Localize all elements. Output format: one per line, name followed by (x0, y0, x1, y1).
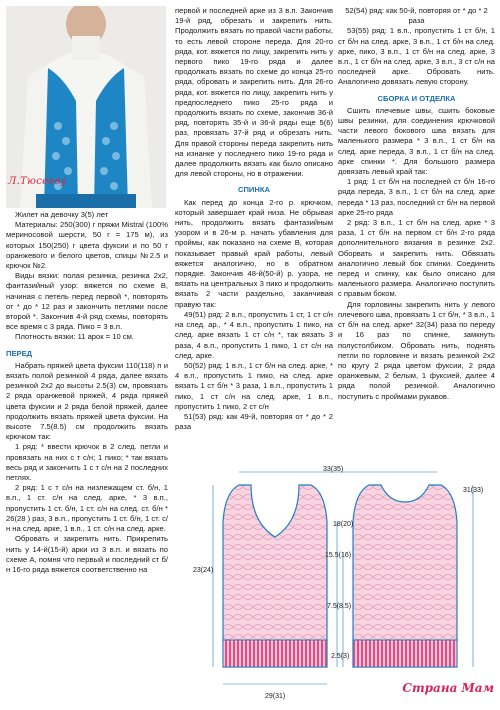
assembly-intro: Сшить плечевые швы, сшить боковые швы резинки, для соединения крючковой части левого бокового шва вязать для маленького размера * 3 в.п., 1 ст б/н на след. арке переда, 3 в.п., 1 ст б/н на след. арке спинки *. Для большого размера довязать левый край так: (338, 105, 495, 177)
front-ribbing (223, 640, 327, 667)
front-continue: Обровать и закрепить нить. Прикрепить нить у 14-й(15-й) арки из 3 в.п. и вязать по схеме А, помня что первый и последний ст б/н 16-го ряда вяжется соответственно на (6, 534, 168, 574)
dim-bottom: 29(31) (265, 693, 286, 700)
dim-top-front: 33(35) (323, 466, 344, 473)
section-heading-back: СПИНКА (237, 185, 270, 195)
stitch-types: Виды вязки: полая резинка, резинка 2х2, фантазийный узор: вяжется по схеме В, начиная с петель перед первой *, повторять от * до * 12 раз и закончить петлями после второй *. Закончив 4-й ряд схемы, повторять все время с 3 ряда. Пико = 3 в.п. (6, 271, 168, 332)
dim-top-back: 31(33) (463, 487, 484, 494)
back-row-52: 52(54) ряд: как 50-й, повторяя от * до * 2 раза (345, 6, 488, 26)
back-row-53: 53(55) ряд: 1 в.п., пропустить 1 ст б/н, 1 ст б/н на след. арке, 3 в.п., 1 ст б/н на след. арке, пико, 3 в.п., 1 ст б/н на след. арке, 3 в.п., 1 ст б/н на след. арке, 3 в.п., 3 ст с/н на последней арке. Обровать нить. Аналогично довязать левую сторону. (338, 26, 495, 87)
dim-h1: 18(20) (333, 521, 354, 528)
back-row-51: 51(53) ряд: как 49-й, повторяя от * до * 2 раза (175, 411, 333, 432)
photo-signature: Л.Тюсееву (8, 176, 67, 187)
column-2 (175, 6, 333, 432)
front-intro: Набрать пряжей цвета фуксии 110(118) п и вязать полой резинкой 4 ряда, далее вязать резинкой 2х2 до высоты 2.5(3) см, провязать 2 ряда оранжевой пряжей, 4 ряда пряжей цвета фуксии и 2 ряда белой пряжей, далее продолжить вязать пряжей цвета фуксии. На высоте 7.5(8.5) см продолжить вязать крючком так: (6, 360, 168, 442)
gauge: Плотность вязки: 11 арок = 10 см. (15, 332, 134, 342)
dim-h2: 15.5(16) (325, 552, 352, 559)
back-row-50: 50(52) ряд: 1 в.п., 1 ст б/н на след. арке, * 4 в.п., пропустить 1 пико, на след. арке вязать 1 ст б/н * 3 раза, 1 в.п., пропустить 1 пико, 1 ст с/н на след. арке, 1 в.п., пропустить 1 пико, 2 ст с/н (175, 360, 333, 411)
garment-schematic (173, 462, 500, 705)
back-intro: Как перед до конца 2-го р. крючком, который завершает край низа. Не обрывая нить, продолжить вязать фантазийным узором и в 26-м р. начать убавления для проймы, как показано на схеме В, которая показывает правый край работы, левый вяжется аналогично, но в обратном порядке. Закончив 48-й(50-й) р. узора, не вязать на центральных 3 пико и продолжить вязать 2 части раздельно, заканчивая правую так: (175, 197, 333, 309)
project-title: Жилет на девочку 3(5) лет (15, 210, 109, 219)
schematic-drawing (173, 462, 500, 705)
front-row-2: 2 ряд: 1 с т с/н на низлежащем ст. б/н, 1 в.п., 1 ст. с/н на след. арке, * 3 в.п., пропустить 1 ст. б/н, 1 ст. с/н на след. ст. б/н * 26(28 ) раз, 3 в.п., пропустить 1 ст. б/н, 1 ст. с/н на след. арке, 1 в.п., 1 ст. с/н на след. арке. (6, 483, 168, 534)
dim-h4: 2.5(3) (331, 653, 350, 660)
dim-h3: 7.5(8.5) (327, 603, 352, 610)
vest-photo (6, 6, 166, 208)
dim-armhole: 23(24) (193, 567, 214, 574)
section-heading-assembly: СБОРКА И ОТДЕЛКА (377, 93, 456, 103)
front-continued-text: первой и последней арке из 3 в.п. Закончив 19-й ряд, обрезать и закрепить нить. Продолжить вязать по правой части работы, то есть левой стороне переда. Для 20-го ряда, кот. вяжется по лицу, закрепить нить у первого пико 19-го ряда и далее продолжать вязать по схеме до конца 25-го ряда, обровать и закрепить нить. Для 26-го ряда, кот. вяжется по лицу, закрепить нить у предпоследнего пико 25-го ряда и продолжить вязать по схеме, закончив 36-й ряд, повторять 35-й и 36-й ряды еще 5(6) раз, провязать 37-й ряд и обрезать нить. Для правой стороны переда закрепить нить на изнанке у последнего пико 19-го ряда и далее продолжить вязать как было описано для левой стороны, но в отражении. (175, 6, 333, 179)
column-1 (6, 210, 168, 575)
materials: Материалы: 250(300) г пряжи Mistral (100% мериносовой шерсти, 50 г = 175 м), из которых 150(250) г цвета фуксии и по 50 г оранжевого и белого цветов, спицы №2.5 и крючок №2. (6, 220, 168, 271)
assembly-row-1: 1 ряд: 1 ст б/н на последней ст б/н 16-го ряда переда, 3 в.п., 1 ст б/н на след. арке переда * 13 раз, последний ст б/н на первой арке 25-го ряда (338, 177, 495, 217)
column-3 (338, 6, 495, 402)
neckline-finish: Для горловины закрепить нить у левого плечевого шва, провязать 1 ст б/н, * 3 в.п., 1 ст б/н на след. арке* 32(34) раза по переду и 16 раз по спинке, замкнуть полустолбиком. Обровать нить, поднять петли по горловине и вязать резинкой 2х2 по кругу 2 ряда цветом фуксии, 2 ряда оранжевым, 2 белым, 1 фуксией, далее 4 ряда полой резинкой. Аналогично поступить с проймами рукавов. (338, 299, 495, 401)
back-row-49: 49(51) ряд: 2 в.п., пропустить 1 ст, 1 ст с/н на след. ар., * 4 в.п., пропустить 1 пико, на след. арке вязать 1 ст с/н *, так вязать 3 раза, 4 в.п., пропустить 1 пико, 1 ст с/н на след. арке. (175, 309, 333, 360)
assembly-row-2: 2 ряд: 3 в.п., 1 ст б/н на след. арке * 3 раза, 1 ст б/н на первом ст б/н 2-го ряда дополнительного вязания в резинке 2х2. Оборвать и закрепить нить. Обвязать аналогично левый бок спинки. Соединить перед и спинку, как было описано для маленького размера. Аналогично поступить с правым боком. (338, 218, 495, 299)
back-ribbing (353, 640, 457, 667)
section-heading-front: ПЕРЕД (6, 348, 33, 358)
site-watermark: Страна Мам (402, 681, 494, 695)
front-row-1: 1 ряд: * ввести крючок в 2 след. петли и провязать на них с т с/н; 1 пико; * так вязать весь ряд и закончить 1 с т с/н на 2 последних петлях. (6, 442, 168, 483)
